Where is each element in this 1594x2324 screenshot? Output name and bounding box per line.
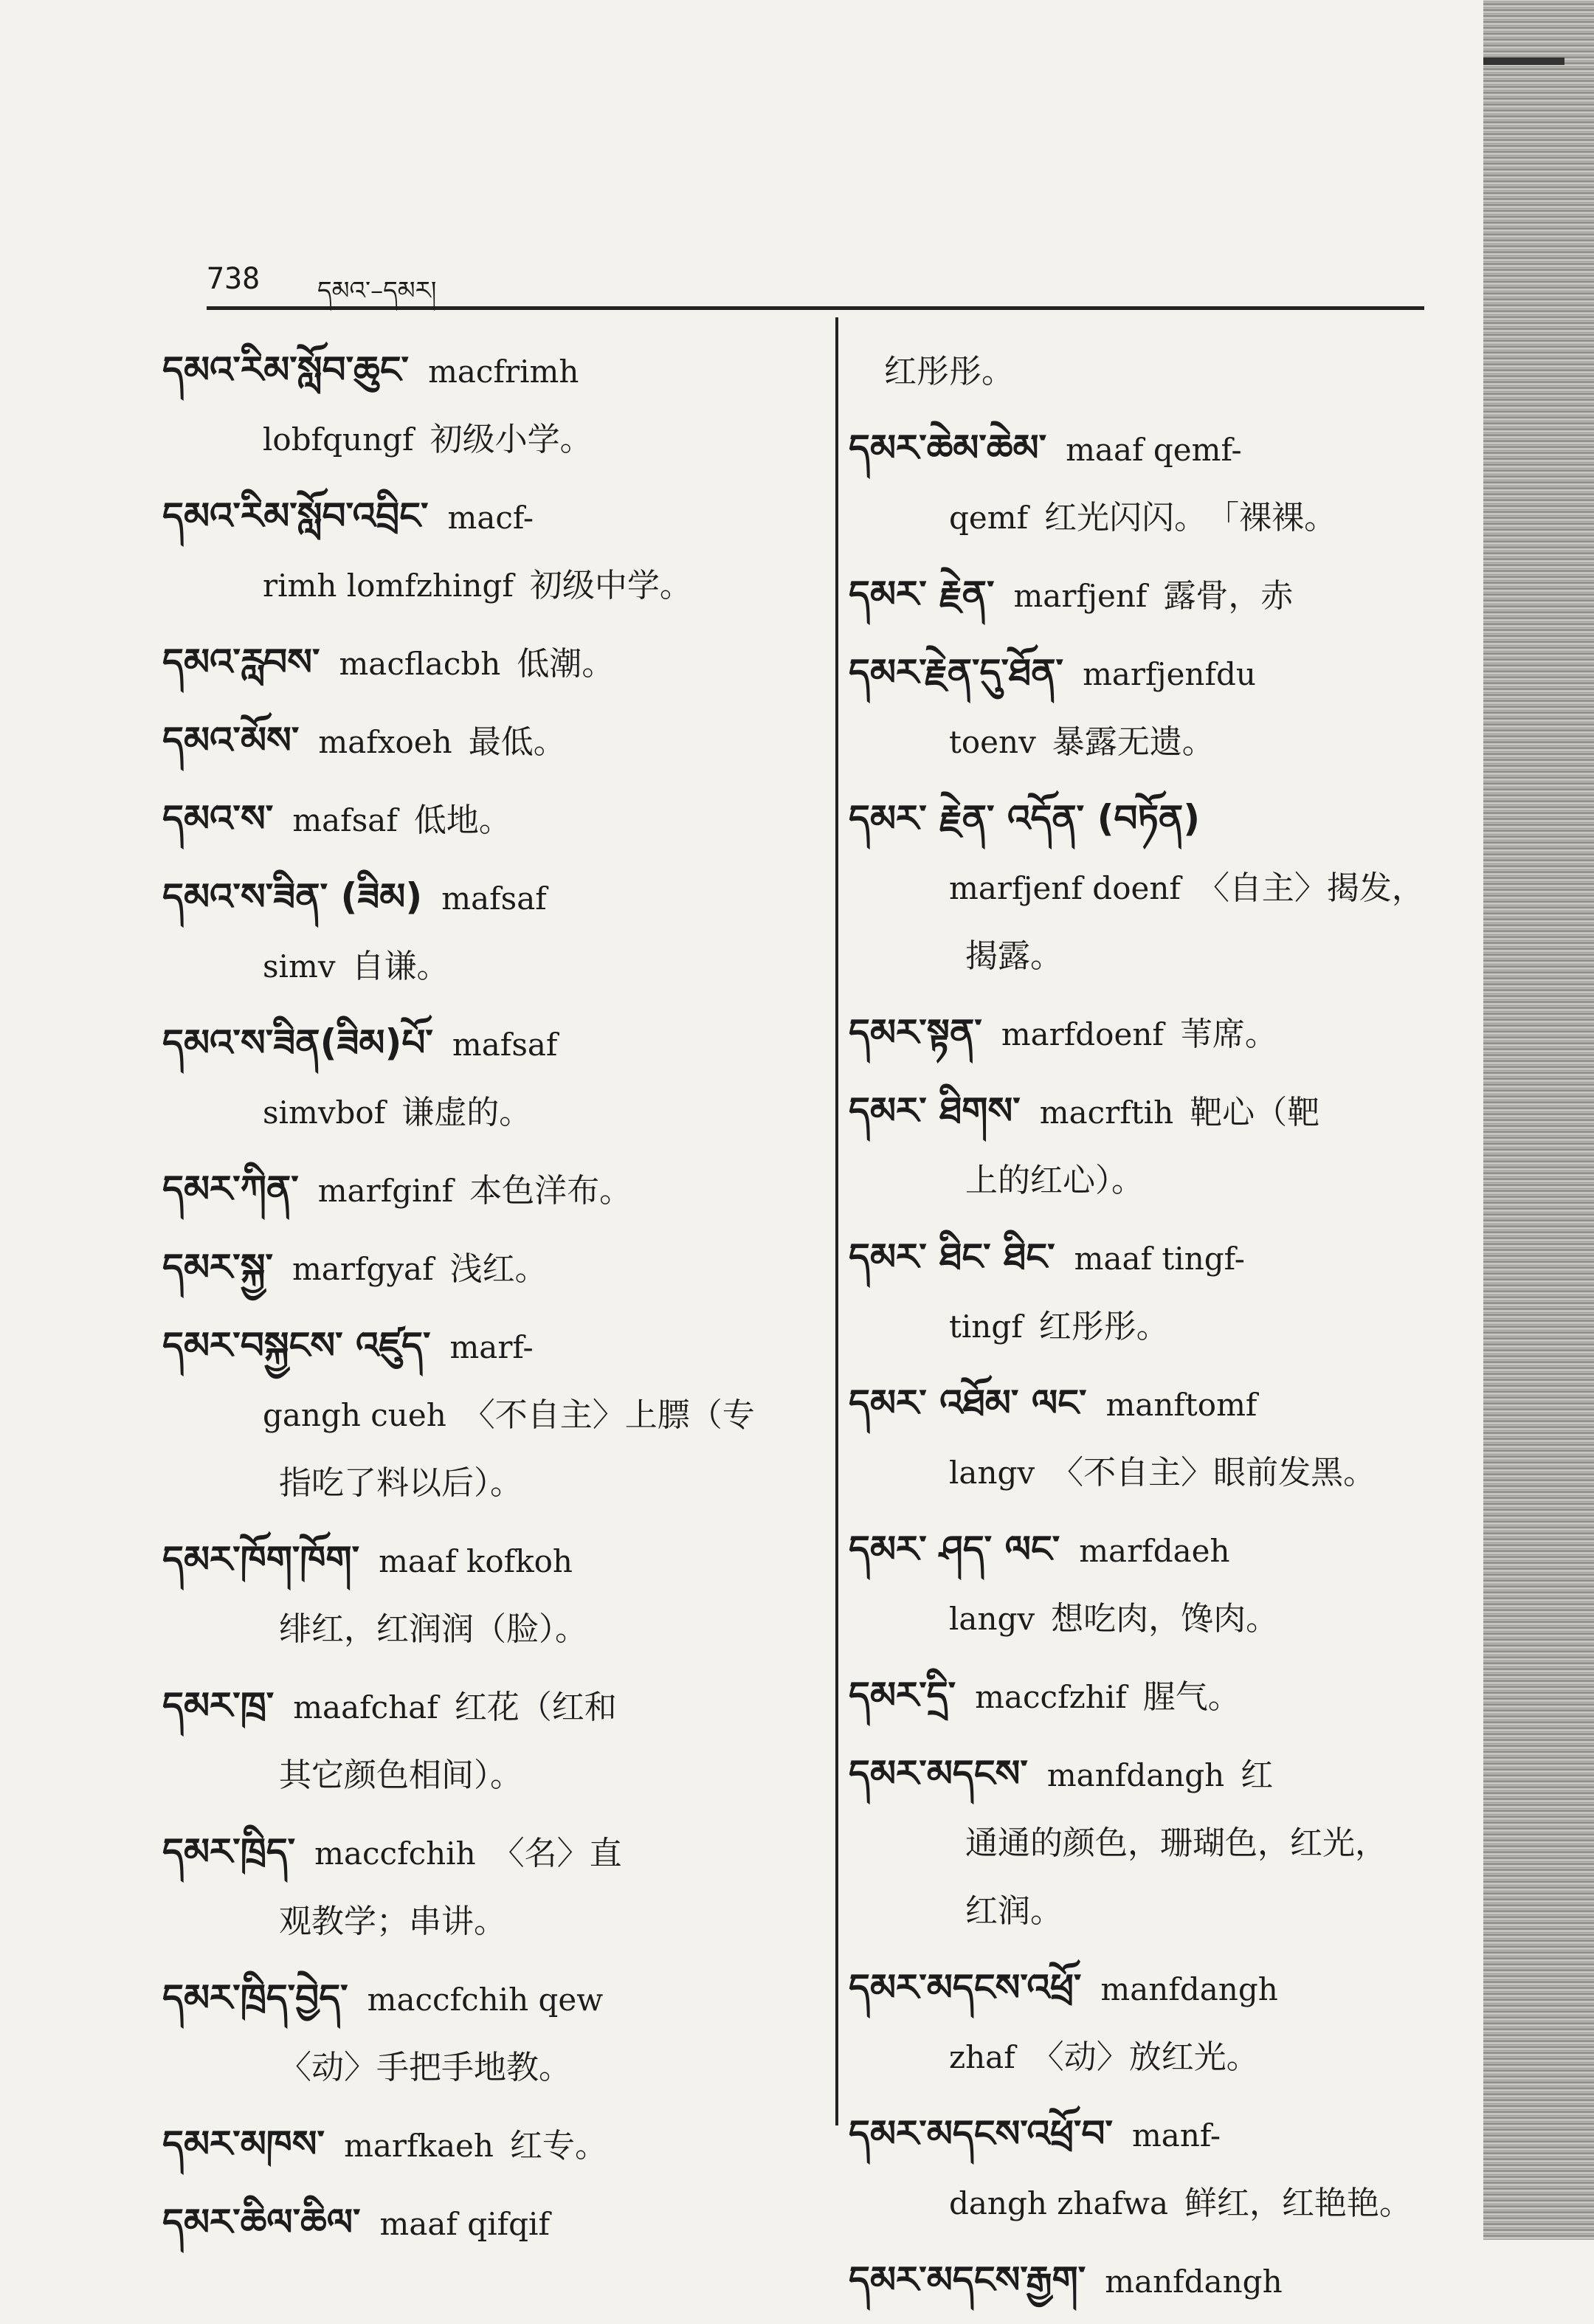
entry-continuation — [162, 550, 827, 618]
entry-headline — [162, 1009, 827, 1077]
tibetan-headword: དམར་ཁོག་ཁོག་ — [162, 1538, 360, 1581]
entry-headline — [162, 863, 827, 931]
tibetan-headword: དམར་མདངས་འཕྲོ་ — [849, 1966, 1082, 2009]
romanization: langv — [949, 1601, 1035, 1637]
entry-headline — [849, 1954, 1513, 2021]
tibetan-headword: དམར་མཁས་ — [162, 2123, 325, 2165]
chinese-definition: 腥气。 — [1142, 1678, 1241, 1716]
entry-continuation — [849, 482, 1513, 550]
dictionary-entry — [162, 1818, 827, 1954]
romanization: macf- — [447, 500, 534, 536]
entry-headline — [162, 706, 827, 774]
tibetan-headword: དམར་ཆེམ་ཆེམ་ — [849, 427, 1047, 469]
tibetan-headword: དམའ་རིམ་སློབ་ཆུང་ — [162, 348, 410, 391]
chinese-definition: 鲜红，红艳艳。 — [1184, 2185, 1412, 2222]
dictionary-entry — [162, 1009, 827, 1145]
tibetan-headword: དམའ་རླབས་ — [162, 641, 320, 683]
romanization: maaf qemf- — [1066, 432, 1242, 468]
entry-headline — [162, 1233, 827, 1301]
chinese-definition: 红光闪闪。 「裸裸。 — [1044, 499, 1337, 537]
entry-headline — [849, 785, 1513, 852]
dictionary-entry — [849, 1954, 1513, 2089]
tibetan-headword: དམར་ཁྲིད་བྱེད་ — [162, 1976, 348, 2019]
dictionary-entry — [162, 2188, 827, 2256]
dictionary-entry — [162, 2110, 827, 2178]
chinese-definition: 露骨，赤 — [1163, 577, 1294, 615]
entry-headline — [849, 999, 1513, 1066]
chinese-definition: 想吃肉，馋肉。 — [1051, 1600, 1279, 1638]
chinese-definition: 苇席。 — [1179, 1016, 1277, 1053]
entry-continuation — [162, 1379, 827, 1447]
tibetan-headword: དམར་ རྗེན་ འདོན་ (བཏོན) — [849, 797, 1201, 840]
entry-headline — [849, 1661, 1513, 1729]
tibetan-headword: དམར་མདངས་ — [849, 1752, 1028, 1795]
dictionary-entry — [162, 1672, 827, 1807]
romanization: marfjenfdu — [1083, 656, 1256, 692]
chinese-definition: 浅红。 — [449, 1250, 548, 1288]
dictionary-entry — [849, 1661, 1513, 1729]
chinese-definition: 初级中学。 — [529, 567, 692, 604]
guide-words: དམའ་–དམར། — [317, 276, 437, 306]
romanization: marfgyaf — [291, 1251, 434, 1287]
tibetan-headword: དམར་ ཤད་ ལང་ — [849, 1528, 1060, 1570]
dictionary-entry — [849, 1739, 1513, 1943]
entry-continuation — [162, 1886, 827, 1954]
dictionary-entry — [849, 2100, 1513, 2235]
tibetan-headword: དམར་ཀིན་ — [162, 1168, 299, 1210]
romanization: marfdoenf — [1001, 1016, 1164, 1052]
chinese-definition: 红 — [1241, 1756, 1274, 1794]
dictionary-entry — [162, 1311, 827, 1515]
entry-continuation — [849, 1875, 1513, 1943]
entry-headline — [849, 414, 1513, 482]
column-divider — [835, 317, 838, 2125]
tibetan-headword: དམའ་ས་ཟིན་ (ཟིམ) — [162, 875, 423, 918]
dictionary-entry — [162, 1233, 827, 1301]
entry-headline — [162, 1525, 827, 1593]
dictionary-entry — [162, 706, 827, 774]
entry-continuation — [162, 2032, 827, 2100]
entry-headline — [162, 1818, 827, 1886]
entry-continuation — [849, 2168, 1513, 2235]
entry-continuation — [849, 852, 1513, 920]
page-number: 738 — [207, 262, 261, 296]
chinese-definition: 通通的颜色，珊瑚色，红光， — [965, 1824, 1387, 1862]
dictionary-entry — [162, 628, 827, 696]
entry-headline — [162, 1155, 827, 1223]
romanization: maaf kofkoh — [379, 1543, 573, 1579]
entry-continuation — [849, 1807, 1513, 1875]
tibetan-headword: དམར་ ཐིགས་ — [849, 1089, 1021, 1132]
chinese-definition: 〈自主〉揭发， — [1196, 869, 1424, 907]
chinese-definition: 红润。 — [965, 1892, 1063, 1930]
dictionary-entry — [162, 1964, 827, 2100]
scan-edge-mark — [1483, 58, 1564, 65]
chinese-definition: 低地。 — [413, 801, 511, 839]
tibetan-headword: དམའ་མོས་ — [162, 719, 300, 762]
entry-headline — [849, 1223, 1513, 1291]
romanization: zhaf — [949, 2039, 1015, 2075]
tibetan-headword: དམར་མདངས་འཕྲོ་བ་ — [849, 2112, 1113, 2155]
romanization: mafsaf — [452, 1027, 558, 1063]
tibetan-headword: དམའ་ས་ཟིན(ཟིམ)པོ་ — [162, 1021, 433, 1064]
dictionary-entry — [162, 785, 827, 852]
entry-headline — [849, 2100, 1513, 2168]
entry-headline — [162, 785, 827, 852]
tibetan-headword: དམར་སྐྱ་ — [162, 1246, 273, 1289]
romanization: qemf — [949, 500, 1029, 536]
entry-headline — [849, 560, 1513, 628]
romanization: tingf — [949, 1308, 1023, 1345]
tibetan-headword: དམར་ཆིལ་ཆིལ་ — [162, 2201, 361, 2244]
tibetan-headword: དམའ་ས་ — [162, 797, 274, 840]
dictionary-entry — [849, 1077, 1513, 1213]
dictionary-entry — [162, 1155, 827, 1223]
romanization: marfkaeh — [344, 2128, 494, 2164]
entry-continuation — [162, 1739, 827, 1807]
entry-headline — [849, 1369, 1513, 1437]
chinese-definition: 绯红，红润润（脸）。 — [279, 1610, 587, 1648]
chinese-definition: 暴露无遗。 — [1052, 723, 1215, 761]
dictionary-entry — [849, 336, 1513, 404]
chinese-definition: 自谦。 — [351, 948, 449, 985]
entry-headline — [162, 1672, 827, 1739]
romanization: dangh zhafwa — [949, 2185, 1169, 2221]
dictionary-entry — [849, 1369, 1513, 1505]
chinese-definition: 红花（红和 — [454, 1689, 617, 1726]
romanization: maafchaf — [293, 1689, 438, 1725]
dictionary-entry — [849, 2246, 1513, 2314]
romanization: gangh cueh — [263, 1397, 446, 1433]
dictionary-entry — [162, 863, 827, 999]
tibetan-headword: དམར་མདངས་རྒྱག་ — [849, 2258, 1086, 2301]
chinese-definition: 红专。 — [509, 2127, 607, 2165]
entry-continuation — [849, 1583, 1513, 1651]
dictionary-entry — [849, 999, 1513, 1066]
romanization: marfjenf — [1013, 578, 1148, 614]
entry-headline — [162, 2188, 827, 2256]
tibetan-headword: དམར་སྟན་ — [849, 1011, 982, 1054]
chinese-definition: 初级小学。 — [429, 421, 593, 458]
entry-continuation — [162, 1447, 827, 1515]
chinese-definition: 红彤彤。 — [884, 353, 1014, 390]
romanization: macrftih — [1039, 1094, 1174, 1131]
romanization: toenv — [949, 724, 1036, 760]
entry-headline — [162, 482, 827, 550]
tibetan-headword: དམར་བསྐྱངས་ འཛུད་ — [162, 1324, 431, 1367]
entry-continuation — [849, 920, 1513, 988]
romanization: mafxoeh — [318, 724, 452, 760]
entry-continuation — [849, 706, 1513, 774]
chinese-definition: 〈动〉放红光。 — [1031, 2038, 1259, 2076]
entry-headline — [849, 2246, 1513, 2314]
romanization: manfdangh — [1100, 1971, 1278, 2007]
page-header — [207, 262, 1424, 310]
chinese-definition: 其它颜色相间）。 — [279, 1756, 522, 1794]
entry-continuation — [162, 404, 827, 472]
chinese-definition: 靶心（靶 — [1190, 1094, 1320, 1131]
romanization: manfdangh — [1046, 1757, 1225, 1793]
romanization: mafsaf — [292, 802, 398, 838]
romanization: maccfchih qew — [367, 1982, 604, 2018]
chinese-definition: 低潮。 — [517, 645, 615, 683]
right-column — [849, 336, 1513, 2324]
chinese-definition: 最低。 — [468, 723, 566, 761]
entry-headline — [162, 628, 827, 696]
entry-headline — [849, 1077, 1513, 1145]
tibetan-headword: དམར་ འཐོམ་ ལང་ — [849, 1382, 1087, 1424]
romanization: maccfchih — [314, 1835, 476, 1872]
romanization: mafsaf — [441, 880, 547, 917]
romanization: marfdaeh — [1079, 1533, 1230, 1569]
entry-continuation — [849, 2021, 1513, 2089]
chinese-definition: 观教学；串讲。 — [279, 1903, 506, 1940]
chinese-definition: 谦虚的。 — [401, 1094, 532, 1131]
tibetan-headword: དམར་རྗེན་དུ་ཐོན་ — [849, 651, 1064, 694]
dictionary-entry — [849, 560, 1513, 628]
dictionary-entry — [849, 414, 1513, 550]
entry-continuation — [849, 1291, 1513, 1359]
dictionary-entry — [849, 638, 1513, 774]
entry-continuation — [162, 1593, 827, 1661]
dictionary-entry — [162, 482, 827, 618]
romanization: manftomf — [1105, 1387, 1257, 1423]
tibetan-headword: དམའ་རིམ་སློབ་འབྲིང་ — [162, 494, 429, 537]
dictionary-entry — [162, 336, 827, 472]
romanization: rimh lomfzhingf — [263, 568, 514, 604]
chinese-definition: 〈不自主〉上膘（专 — [462, 1396, 755, 1434]
entry-headline — [162, 336, 827, 404]
romanization: manfdangh — [1105, 2263, 1283, 2300]
chinese-definition: 指吃了料以后）。 — [279, 1464, 522, 1502]
romanization: maaf tingf- — [1074, 1241, 1245, 1277]
romanization: marf- — [449, 1329, 534, 1365]
chinese-definition: 本色洋布。 — [469, 1172, 632, 1210]
tibetan-headword: དམར་ ཐིང་ ཐིང་ — [849, 1235, 1055, 1278]
romanization: manf- — [1131, 2117, 1221, 2154]
entry-headline — [849, 1739, 1513, 1807]
chinese-definition: 上的红心）。 — [965, 1162, 1144, 1199]
chinese-definition: 〈不自主〉眼前发黑。 — [1051, 1454, 1376, 1492]
romanization: simv — [263, 948, 336, 985]
entry-continuation — [849, 1145, 1513, 1213]
dictionary-entry — [849, 1223, 1513, 1359]
dictionary-entry — [162, 1525, 827, 1661]
entry-headline — [162, 2110, 827, 2178]
entry-headline — [162, 1964, 827, 2032]
entry-headline — [849, 1515, 1513, 1583]
entry-continuation — [162, 931, 827, 999]
chinese-definition: 〈动〉手把手地教。 — [279, 2049, 571, 2086]
romanization: maccfzhif — [975, 1679, 1127, 1715]
entry-continuation — [162, 1077, 827, 1145]
romanization: langv — [949, 1455, 1035, 1491]
entry-headline — [849, 638, 1513, 706]
romanization: marfjenf doenf — [949, 870, 1181, 906]
romanization: macflacbh — [339, 646, 501, 682]
entry-continuation — [849, 1437, 1513, 1505]
tibetan-headword: དམར་ཁྲིད་ — [162, 1830, 296, 1873]
entry-headline — [849, 336, 1513, 404]
entry-headline — [162, 1311, 827, 1379]
chinese-definition: 红彤彤。 — [1038, 1308, 1169, 1345]
romanization: macfrimh — [428, 354, 579, 390]
romanization: simvbof — [263, 1094, 386, 1131]
tibetan-headword: དམར་ཁྲ་ — [162, 1684, 275, 1727]
dictionary-entry — [849, 1515, 1513, 1651]
chinese-definition: 揭露。 — [965, 937, 1063, 975]
romanization: marfginf — [317, 1173, 454, 1209]
romanization: maaf qifqif — [379, 2206, 551, 2242]
romanization: lobfqungf — [263, 421, 414, 458]
dictionary-entry — [849, 785, 1513, 988]
chinese-definition: 〈名〉直 — [491, 1835, 622, 1872]
tibetan-headword: དམར་ རྗེན་ — [849, 573, 995, 616]
left-column — [162, 336, 827, 2266]
tibetan-headword: དམར་དྲི་ — [849, 1674, 956, 1717]
